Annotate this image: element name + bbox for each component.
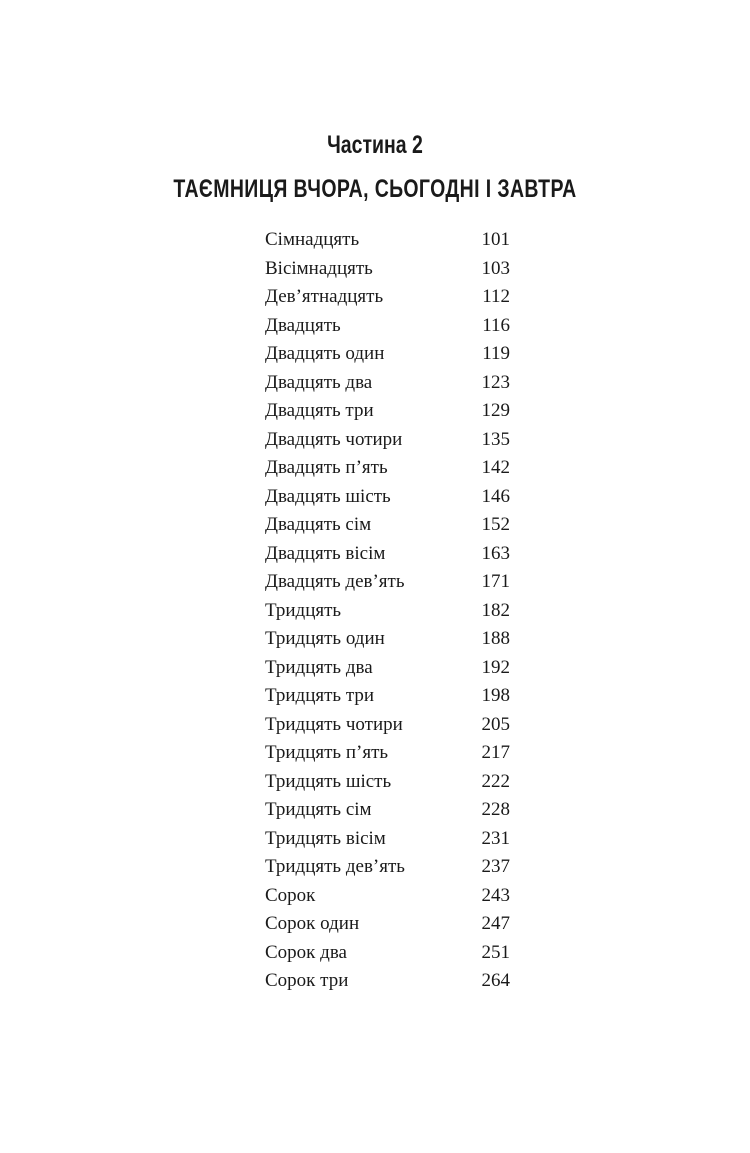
toc-page-number: 188 bbox=[481, 628, 510, 649]
toc-entry bbox=[265, 226, 510, 255]
toc-chapter-title: Двадцять вісім bbox=[265, 542, 386, 564]
toc-chapter-title: Двадцять п’ять bbox=[265, 457, 388, 478]
toc-page-number: 264 bbox=[481, 970, 510, 991]
toc-page-number: 231 bbox=[481, 827, 510, 849]
toc-entry bbox=[265, 454, 510, 483]
toc-entry bbox=[265, 910, 510, 939]
toc-entry bbox=[265, 312, 510, 341]
toc-chapter-title: Тридцять сім bbox=[265, 799, 372, 820]
toc-entry bbox=[265, 739, 510, 768]
toc-chapter-title: Тридцять вісім bbox=[265, 827, 386, 849]
toc-entry bbox=[265, 825, 510, 854]
toc-entry bbox=[265, 625, 510, 654]
toc-entry bbox=[265, 283, 510, 312]
toc-chapter-title: Сорок bbox=[265, 884, 316, 906]
toc-chapter-title: Тридцять один bbox=[265, 628, 385, 649]
toc-page-number: 205 bbox=[481, 713, 510, 735]
table-of-contents bbox=[265, 226, 510, 996]
toc-chapter-title: Тридцять три bbox=[265, 685, 375, 706]
toc-entry bbox=[265, 369, 510, 398]
toc-page-number: 247 bbox=[481, 913, 510, 934]
toc-chapter-title: Дев’ятнадцять bbox=[265, 286, 384, 307]
toc-page-number: 222 bbox=[481, 770, 510, 792]
toc-entry bbox=[265, 255, 510, 284]
toc-chapter-title: Двадцять один bbox=[265, 343, 385, 364]
toc-entry bbox=[265, 939, 510, 968]
toc-entry bbox=[265, 340, 510, 369]
toc-entry bbox=[265, 967, 510, 996]
toc-entry bbox=[265, 568, 510, 597]
toc-chapter-title: Тридцять bbox=[265, 599, 342, 621]
toc-entry bbox=[265, 511, 510, 540]
toc-page-number: 129 bbox=[481, 400, 510, 421]
toc-page-number: 182 bbox=[481, 599, 510, 621]
toc-page-number: 217 bbox=[481, 742, 510, 763]
toc-page-number: 251 bbox=[481, 941, 510, 963]
toc-chapter-title: Вісімнадцять bbox=[265, 257, 373, 279]
toc-page-number: 192 bbox=[481, 656, 510, 678]
toc-chapter-title: Двадцять дев’ять bbox=[265, 571, 405, 592]
toc-entry bbox=[265, 882, 510, 911]
toc-page-number: 243 bbox=[481, 884, 510, 906]
toc-chapter-title: Тридцять два bbox=[265, 656, 373, 678]
toc-chapter-title: Тридцять чотири bbox=[265, 713, 403, 735]
toc-entry bbox=[265, 540, 510, 569]
toc-entry bbox=[265, 682, 510, 711]
toc-chapter-title: Двадцять шість bbox=[265, 485, 391, 507]
toc-page-number: 119 bbox=[482, 343, 510, 364]
toc-chapter-title: Сорок три bbox=[265, 970, 349, 991]
toc-page-number: 163 bbox=[481, 542, 510, 564]
toc-entry bbox=[265, 796, 510, 825]
toc-page-number: 171 bbox=[481, 571, 510, 592]
toc-entry bbox=[265, 483, 510, 512]
toc-entry bbox=[265, 597, 510, 626]
toc-page-number: 112 bbox=[482, 286, 510, 307]
toc-page-number: 142 bbox=[481, 457, 510, 478]
toc-chapter-title: Сорок один bbox=[265, 913, 360, 934]
toc-chapter-title: Двадцять три bbox=[265, 400, 374, 421]
part-title: ТАЄМНИЦЯ ВЧОРА, СЬОГОДНІ І ЗАВТРА bbox=[173, 175, 577, 203]
toc-page-number: 146 bbox=[481, 485, 510, 507]
toc-page-number: 123 bbox=[481, 371, 510, 393]
toc-chapter-title: Тридцять шість bbox=[265, 770, 392, 792]
toc-page-number: 116 bbox=[482, 314, 510, 336]
toc-chapter-title: Сімнадцять bbox=[265, 229, 360, 250]
toc-chapter-title: Сорок два bbox=[265, 941, 347, 963]
toc-entry bbox=[265, 654, 510, 683]
toc-entry bbox=[265, 768, 510, 797]
toc-page-number: 135 bbox=[481, 428, 510, 450]
toc-chapter-title: Двадцять bbox=[265, 314, 341, 336]
toc-page-number: 198 bbox=[481, 685, 510, 706]
toc-chapter-title: Двадцять два bbox=[265, 371, 373, 393]
toc-page-number: 152 bbox=[481, 514, 510, 535]
toc-entry bbox=[265, 853, 510, 882]
toc-page-number: 237 bbox=[481, 856, 510, 877]
toc-entry bbox=[265, 711, 510, 740]
toc-entry bbox=[265, 426, 510, 455]
toc-chapter-title: Тридцять п’ять bbox=[265, 742, 389, 763]
toc-chapter-title: Двадцять чотири bbox=[265, 428, 403, 450]
toc-chapter-title: Тридцять дев’ять bbox=[265, 856, 405, 877]
toc-chapter-title: Двадцять сім bbox=[265, 514, 372, 535]
toc-entry bbox=[265, 397, 510, 426]
toc-page-number: 103 bbox=[481, 257, 510, 279]
part-label: Частина 2 bbox=[327, 131, 423, 159]
toc-page-number: 101 bbox=[481, 229, 510, 250]
toc-page-number: 228 bbox=[481, 799, 510, 820]
